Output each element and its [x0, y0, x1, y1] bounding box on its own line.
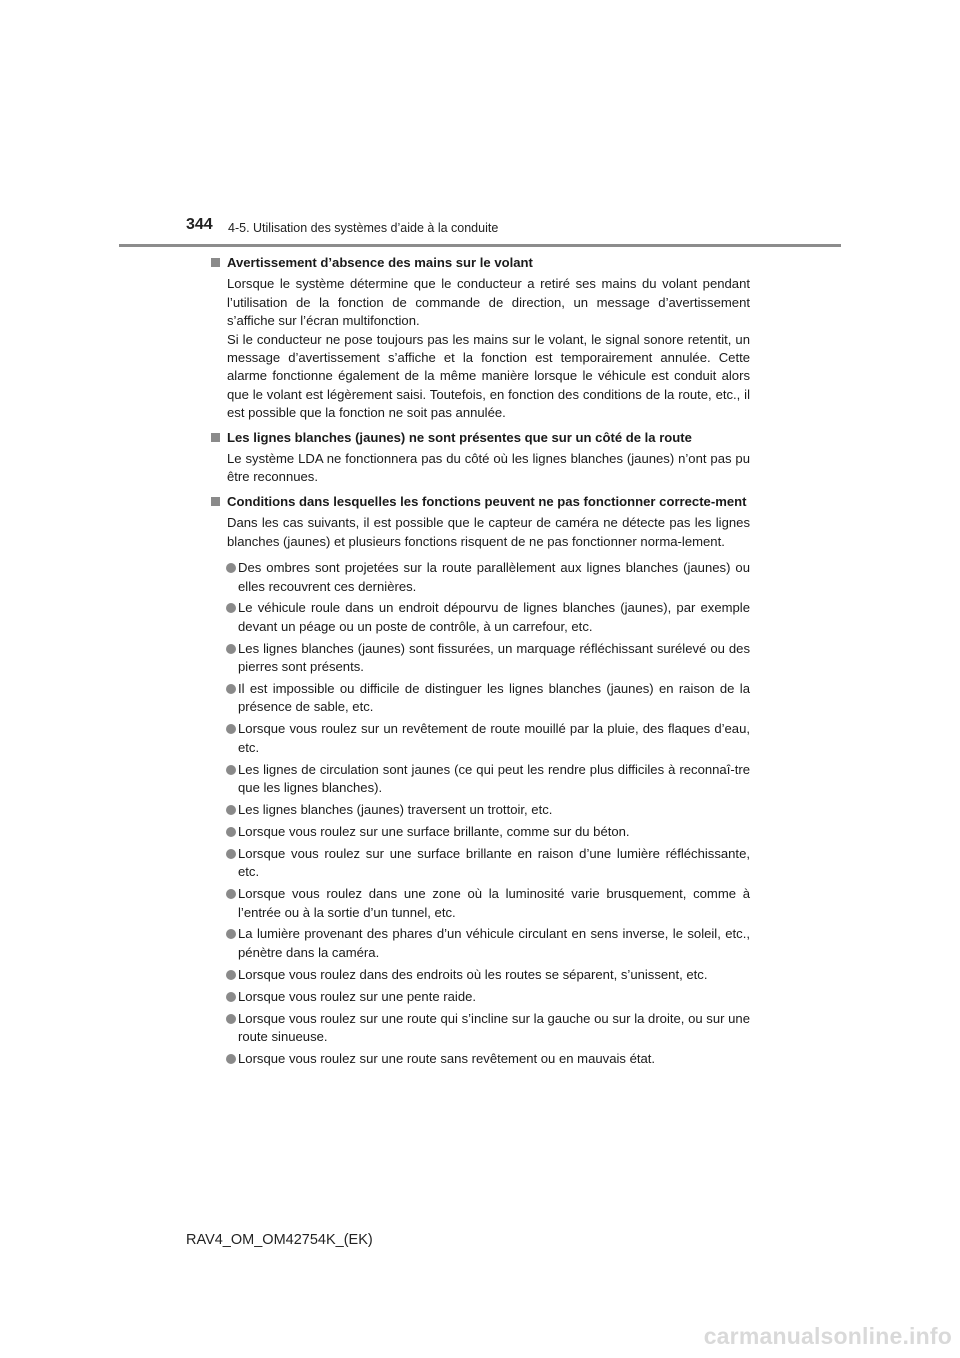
section-hands-off-warning: [210, 254, 750, 423]
circle-bullet-icon: [226, 684, 236, 694]
section-body: [210, 275, 750, 422]
condition-list: [210, 559, 750, 1068]
page-number: 344: [186, 216, 213, 233]
list-item-text: Lorsque vous roulez sur une surface brillante en raison d’une lumière réfléchissante, etc.: [238, 845, 750, 880]
list-item: [210, 680, 750, 717]
list-item: [210, 845, 750, 882]
list-item: [210, 1050, 750, 1068]
circle-bullet-icon: [226, 970, 236, 980]
square-icon: [211, 258, 220, 267]
running-header: 4-5. Utilisation des systèmes d’aide à la conduite: [228, 221, 499, 235]
section-malfunction-conditions: [210, 493, 750, 1068]
list-item: [210, 761, 750, 798]
circle-bullet-icon: [226, 849, 236, 859]
section-title-text: Avertissement d’absence des mains sur le volant: [227, 255, 533, 270]
document-code: RAV4_OM_OM42754K_(EK): [186, 1232, 373, 1248]
circle-bullet-icon: [226, 929, 236, 939]
circle-bullet-icon: [226, 563, 236, 573]
section-title: [210, 254, 750, 272]
list-item-text: La lumière provenant des phares d’un véhicule circulant en sens inverse, le soleil, etc., pénètre dans la caméra.: [238, 926, 750, 960]
list-item: [210, 559, 750, 596]
section-body: [210, 514, 750, 551]
circle-bullet-icon: [226, 805, 236, 815]
list-item-text: Lorsque vous roulez dans une zone où la luminosité varie brusquement, comme à l’entrée ou à la sortie d’un tunnel, etc.: [238, 886, 750, 920]
list-item-text: Lorsque vous roulez sur un revêtement de route mouillé par la pluie, des flaques d’eau, etc.: [238, 721, 750, 755]
list-item-text: Lorsque vous roulez sur une surface brillante, comme sur du béton.: [238, 823, 630, 839]
list-item: [210, 801, 750, 819]
list-item: [210, 1010, 750, 1047]
circle-bullet-icon: [226, 1054, 236, 1064]
section-body: [210, 450, 750, 487]
list-item: [210, 966, 750, 984]
section-title-text: Conditions dans lesquelles les fonctions peuvent ne pas fonctionner correcte-ment: [227, 493, 747, 509]
list-item-text: Lorsque vous roulez dans des endroits où les routes se séparent, s’unissent, etc.: [238, 966, 708, 982]
list-item-text: Les lignes blanches (jaunes) sont fissurées, un marquage réfléchissant surélevé ou des pierres sont présents.: [238, 640, 750, 675]
list-item-text: Lorsque vous roulez sur une route sans revêtement ou en mauvais état.: [238, 1050, 656, 1066]
section-one-side-lines: [210, 429, 750, 487]
circle-bullet-icon: [226, 765, 236, 775]
list-item: [210, 599, 750, 636]
list-item-text: Le véhicule roule dans un endroit dépourvu de lignes blanches (jaunes), par exemple devant un péage ou un poste de contrôle, à un carrefour, etc.: [238, 600, 750, 634]
circle-bullet-icon: [226, 827, 236, 837]
circle-bullet-icon: [226, 724, 236, 734]
list-item-text: Les lignes blanches (jaunes) traversent un trottoir, etc.: [238, 801, 553, 817]
list-item-text: Il est impossible ou difficile de distinguer les lignes blanches (jaunes) en raison de la présence de sable, etc.: [238, 681, 750, 715]
circle-bullet-icon: [226, 1014, 236, 1024]
circle-bullet-icon: [226, 603, 236, 613]
square-icon: [211, 433, 220, 442]
page-content: [210, 254, 750, 1074]
list-item-text: Lorsque vous roulez sur une pente raide.: [238, 988, 477, 1004]
list-item: [210, 823, 750, 841]
paragraph: Si le conducteur ne pose toujours pas les mains sur le volant, le signal sonore retentit, un message d’avertissement s’affiche et la fonction est temporairement annulée. Cette alarme fonctionne également de la même manière lorsque le véhicule est conduit alors que le volant est légèrement saisi. Toutefois, en fonction des conditions de la route, etc., il est possible que la fonction ne soit pas annulée.: [227, 331, 750, 421]
circle-bullet-icon: [226, 644, 236, 654]
section-title: [210, 429, 750, 447]
list-item: [210, 640, 750, 677]
list-item-text: Les lignes de circulation sont jaunes (ce qui peut les rendre plus difficiles à reconnaî-tre que les lignes blanches).: [238, 761, 750, 796]
list-item-text: Lorsque vous roulez sur une route qui s’incline sur la gauche ou sur la droite, ou sur une route sinueuse.: [238, 1010, 750, 1044]
circle-bullet-icon: [226, 889, 236, 899]
list-item: [210, 885, 750, 922]
section-title-text: Les lignes blanches (jaunes) ne sont présentes que sur un côté de la route: [227, 429, 692, 445]
circle-bullet-icon: [226, 992, 236, 1002]
list-item: [210, 925, 750, 962]
paragraph: Dans les cas suivants, il est possible que le capteur de caméra ne détecte pas les lignes blanches (jaunes) et plusieurs fonctions risquent de ne pas fonctionner norma-lement.: [227, 515, 750, 549]
list-item-text: Des ombres sont projetées sur la route parallèlement aux lignes blanches (jaunes) ou elles recouvrent ces dernières.: [238, 560, 750, 594]
paragraph: Le système LDA ne fonctionnera pas du côté où les lignes blanches (jaunes) n’ont pas pu être reconnues.: [227, 451, 750, 485]
list-item: [210, 988, 750, 1006]
paragraph: Lorsque le système détermine que le conducteur a retiré ses mains du volant pendant l’utilisation de la fonction de commande de direction, un message d’avertissement s’affiche sur l’écran multifonction.: [227, 276, 750, 329]
section-title: [210, 493, 750, 511]
list-item: [210, 720, 750, 757]
watermark: carmanualsonline.info: [703, 1323, 952, 1349]
header-divider: [119, 244, 841, 247]
square-icon: [211, 497, 220, 506]
